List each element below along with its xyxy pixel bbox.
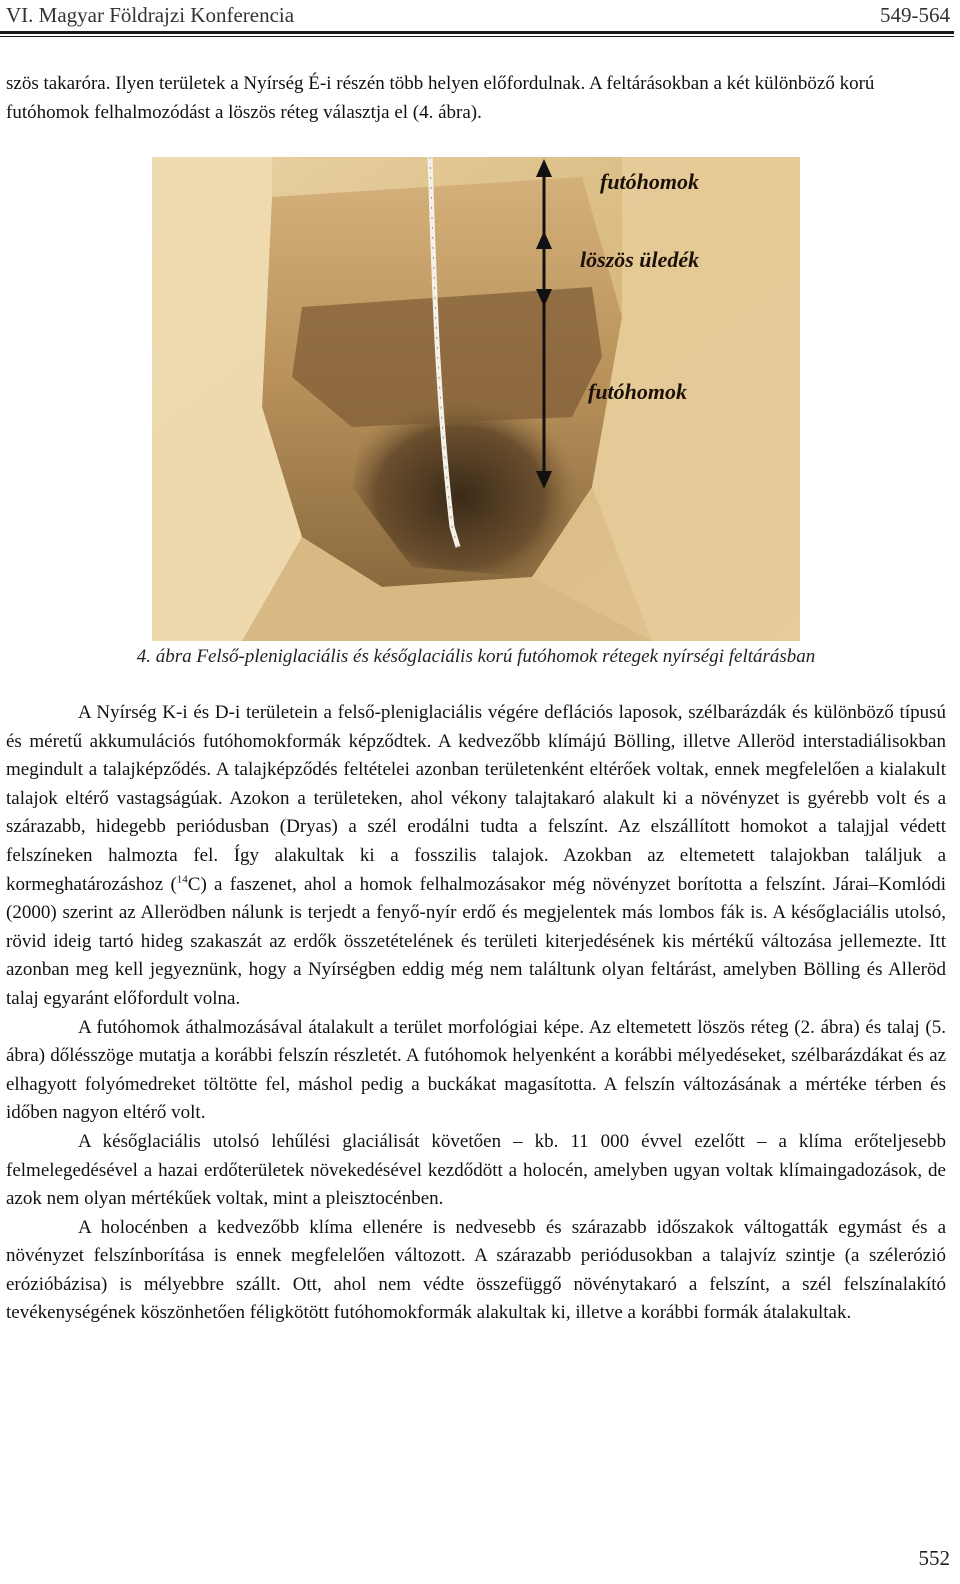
paragraph-4: A holocénben a kedvezőbb klíma ellenére is nedvesebb és szárazabb időszakok váltogatták egymást és a növényzet felszínborítása is ennek megfelelően változott. A szárazabb periódusokban a talajvíz szintje (a szélerózió erózióbázisa) is mélyebbre szállt. Ott, ahol nem védte összefüggő növénytakaró a felszínt, a szél felszínalakító tevékenységének köszönhetően féligkötött futóhomokformák alakultak ki, illetve a korábbi formák átalakultak. [6,1216,946,1324]
page-number: 552 [918,1546,950,1570]
figure-caption: 4. ábra Felső-pleniglaciális és későglaciális korú futóhomok rétegek nyírségi feltárásban [136,646,816,667]
header-rule-thin [0,36,954,37]
superscript-14: 14 [176,873,188,886]
paragraph-1-part-a: A Nyírség K-i és D-i területein a felső-pleniglaciális végére deflációs laposok, szélbarázdák és különböző típusú és méretű akkumulációs futóhomokformák képződtek. A kedvezőbb klímájú Bölling, illetve Alleröd interstadiálisokban megindult a talajképződés. A talajképződés feltételei azonban területenként eltérőek voltak, ennek megfelelően a kialakult talajok eltérő vastagságúak. Azokon a területeken, ahol vékony talajtakaró alakult ki a növényzet is gyérebb volt és a szárazabb, hidegebb periódusban (Dryas) a szél erodálni tudta a felszínt. Az elszállított homokot a talajjal védett felszíneken halmozta fel. Így alakultak ki a fosszilis talajok. Azokban az eltemetett talajokban találjuk a kormeghatározáshoz ( [6,702,946,895]
header-page-range: 549-564 [880,3,950,27]
figure-photo [152,157,800,641]
label-loess: löszös üledék [580,247,700,272]
paragraph-2: A futóhomok áthalmozásával átalakult a terület morfológiai képe. Az eltemetett löszös réteg (2. ábra) és talaj (5. ábra) dőlésszöge mutatja a korábbi felszín részletét. A futóhomok helyenként a korábbi mélyedéseket, szélbarázdákat és az elhagyott folyómedreket töltötte fel, máshol pedig a buckákat magasította. A felszín változásának a mértéke térben és időben nagyon eltérő volt. [6,1016,946,1124]
paragraph-1 [6,699,946,1014]
intro-paragraph: szös takaróra. Ilyen területek a Nyírség É-i részén több helyen előfordulnak. A feltárásokban a két különböző korú futóhomok felhalmozódást a löszös réteg választja el (4. ábra). [6,73,875,123]
body-text [6,699,946,1328]
paragraph-3: A későglaciális utolsó lehűlési glaciálisát követően – kb. 11 000 évvel ezelőtt – a klíma erőteljesebb felmelegedésével a hazai erdőterületek növekedésével kezdődött a holocén, amelyben ugyan voltak klímaingadozások, de azok nem olyan mértékűek voltak, mint a pleisztocénben. [6,1130,946,1210]
intro-paragraph-block [6,70,946,127]
paragraph-1-part-b: C) a faszenet, ahol a homok felhalmozásakor még növényzet borította a felszínt. Járai–Komlódi (2000) szerint az Allerödben nálunk is terjedt a fenyő-nyír erdő és megjelentek más lombos fák is. A későglaciális utolsó, rövid ideig tartó hideg szakaszát az erdők összetételének és területi kiterjedésének kis mértékű változása jellemezte. Itt azonban meg kell jegyeznünk, hogy a Nyírségben eddig még nem találtunk olyan feltárást, amelyben Bölling és Alleröd talaj egyaránt előfordult volna. [6,873,946,1009]
header-conference-title: VI. Magyar Földrajzi Konferencia [6,3,295,27]
header-rule-thick [0,31,954,34]
label-bottom-sand: futóhomok [588,379,688,404]
running-header [6,0,950,28]
label-top-sand: futóhomok [600,169,700,194]
